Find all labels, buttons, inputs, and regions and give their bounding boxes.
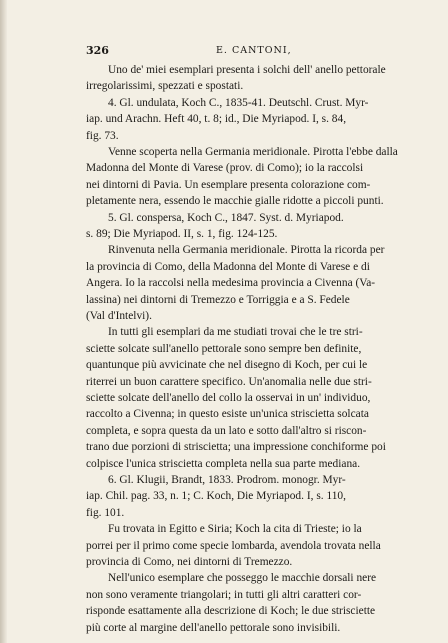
page-number: 326 bbox=[86, 44, 109, 57]
species-entry-line: 6. Gl. Klugii, Brandt, 1833. Prodrom. monogr. Myr- bbox=[108, 474, 346, 486]
text-line: completa, e sopra questa da un lato e sotto dall'altro si riscon- bbox=[86, 424, 367, 437]
text-line: In tutti gli esemplari da me studiati trovai che le tre stri- bbox=[108, 326, 363, 339]
text-line: nei dintorni di Pavia. Un esemplare presenta colorazione com- bbox=[86, 178, 371, 191]
text-line: quantunque più avvicinate che nel disegno di Koch, per cui le bbox=[86, 359, 368, 372]
text-line: sciette solcate sull'anello pettorale sono sempre ben definite, bbox=[86, 342, 362, 355]
species-entry-line: 4. Gl. undulata, Koch C., 1835-41. Deutschl. Crust. Myr- bbox=[108, 96, 369, 109]
text-line: lassina) nei dintorni di Tremezzo e Torriggia e a S. Fedele bbox=[86, 293, 350, 306]
species-entry-line: fig. 101. bbox=[86, 506, 125, 519]
page-spine-shadow bbox=[0, 0, 7, 643]
text-line: raccolto a Civenna; in questo esiste un'unica striscietta solcata bbox=[86, 408, 369, 421]
text-line: riterrei un buon carattere specifico. Un'anomalia nelle due stri- bbox=[86, 375, 372, 388]
text-line: risponde esattamente alla descrizione di Koch; le due strisciette bbox=[86, 605, 376, 618]
species-entry-line: s. 89; Die Myriapod. II, s. 1, fig. 124-125. bbox=[86, 228, 278, 240]
text-line: Fu trovata in Egitto e Siria; Koch la cita di Trieste; io la bbox=[108, 523, 362, 536]
species-entry-line: iap. Chil. pag. 33, n. 1; C. Koch, Die Myriapod. I, s. 110, bbox=[86, 490, 346, 503]
text-line: porrei per il primo come specie lombarda, avendola trovata nella bbox=[86, 539, 381, 552]
species-entry-line: 5. Gl. conspersa, Koch C., 1847. Syst. d. Myriapod. bbox=[108, 211, 344, 224]
text-line: colpisce l'unica striscietta completa nella sua parte mediana. bbox=[86, 457, 361, 470]
running-head: E. CANTONI, bbox=[216, 45, 292, 56]
text-line: la provincia di Como, della Madonna del Monte di Varese e di bbox=[86, 260, 370, 273]
text-line: Uno de' miei esemplari presenta i solchi dell' anello pettorale bbox=[108, 64, 386, 76]
text-line: pletamente nera, essendo le macchie gialle ridotte a piccoli punti. bbox=[86, 195, 384, 208]
page-header bbox=[86, 45, 417, 57]
text-line: Rinvenuta nella Germania meridionale. Pirotta la ricorda per bbox=[108, 244, 385, 257]
text-line: Angera. Io la raccolsi nella medesima provincia a Civenna (Va- bbox=[86, 277, 376, 290]
text-line: trano due porzioni di striscietta; una impressione conchiforme poi bbox=[86, 441, 386, 454]
text-line: non sono veramente triangolari; in tutti gli altri caratteri cor- bbox=[86, 588, 362, 601]
text-line: Nell'unico esemplare che posseggo le macchie dorsali nere bbox=[108, 572, 377, 585]
species-entry-line: fig. 73. bbox=[86, 129, 119, 142]
species-entry-line: iap. und Arachn. Heft 40, t. 8; id., Die Myriapod. I, s. 84, bbox=[86, 113, 347, 126]
text-line: irregolarissimi, spezzati e spostati. bbox=[86, 80, 244, 93]
text-line: Madonna del Monte di Varese (prov. di Como); io la raccolsi bbox=[86, 162, 364, 175]
text-line: Venne scoperta nella Germania meridionale. Pirotta l'ebbe dalla bbox=[108, 146, 398, 158]
text-line: più corte al margine dell'anello pettorale sono invisibili. bbox=[86, 621, 341, 634]
text-line: provincia di Como, nei dintorni di Tremezzo. bbox=[86, 556, 293, 568]
text-line: (Val d'Intelvi). bbox=[86, 310, 152, 322]
text-line: sciette solcate dell'anello del collo la osservai in un' individuo, bbox=[86, 392, 371, 404]
